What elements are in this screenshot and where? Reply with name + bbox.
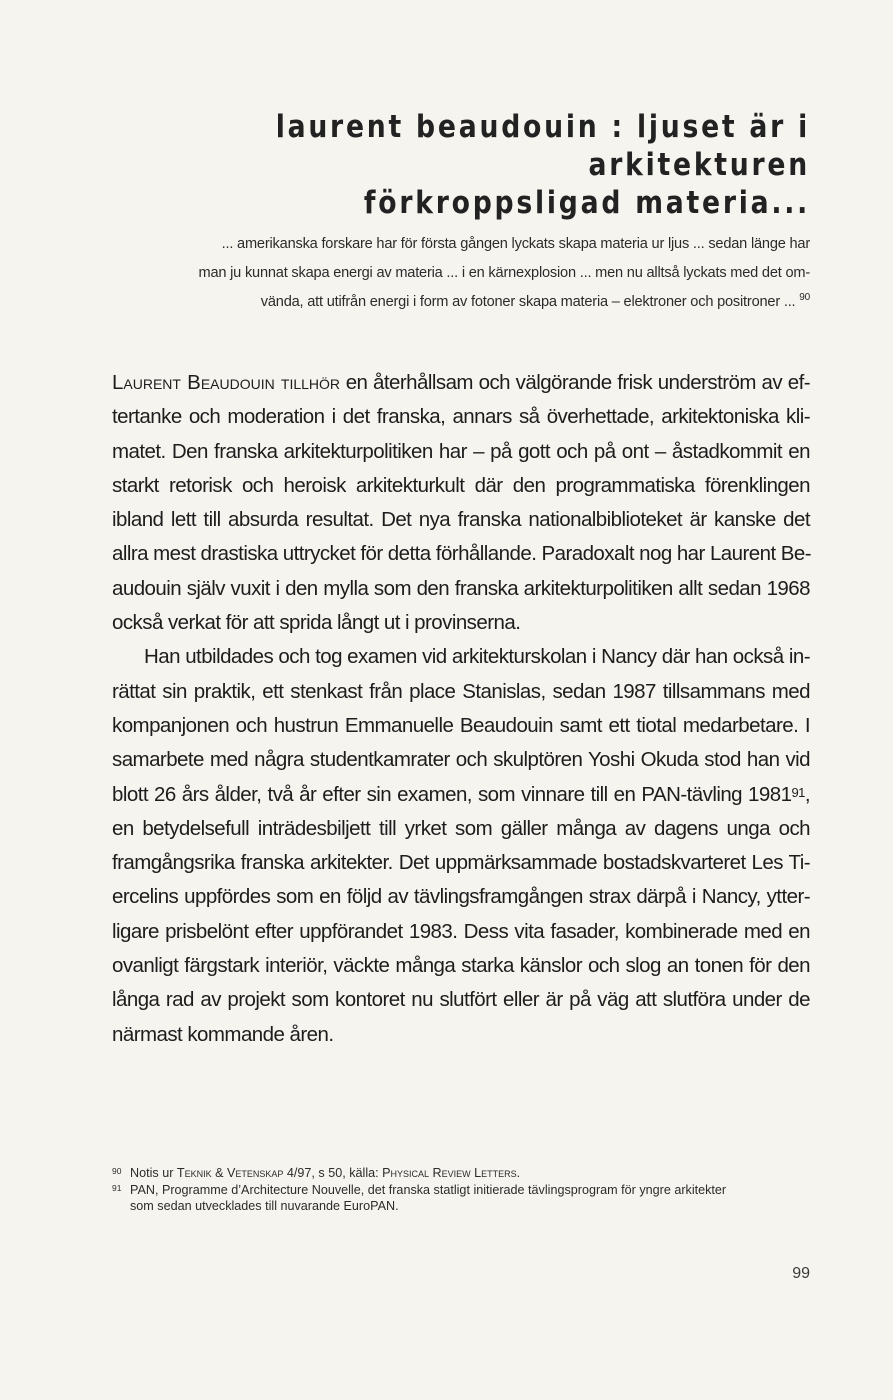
paragraph-line: starkt retorisk och heroisk arkitekturkult där den programmatiska förenklingen — [112, 473, 810, 497]
footnote-ref-90: 90 — [799, 292, 810, 303]
paragraph-line-text: blott 26 års ålder, två år efter sin examen, som vinnare till en PAN-tävling 1981 — [112, 782, 792, 806]
paragraph-2 — [112, 640, 810, 1052]
paragraph-line — [112, 778, 810, 812]
chapter-title — [199, 108, 810, 222]
epigraph-line: man ju kunnat skapa energi av materia ... i en kärnexplosion ... men nu alltså lyckats med det om- — [198, 265, 810, 281]
paragraph-1 — [112, 366, 810, 640]
paragraph-line: också verkat för att sprida långt ut i provinserna. — [112, 611, 521, 635]
footnote-ref-91: 91 — [791, 784, 805, 800]
paragraph-line-tail: , — [804, 782, 810, 806]
epigraph-line — [108, 288, 810, 317]
paragraph-line: matet. Den franska arkitekturpolitiken har – på gott och på ont – åstadkommit en — [112, 439, 810, 463]
body-text — [112, 366, 810, 1052]
chapter-title-line-1: laurent beaudouin : ljuset är i arkitekturen — [275, 109, 810, 183]
footnote-number: 90 — [112, 1166, 122, 1176]
paragraph-line: en betydelsefull inträdesbiljett till yrket som gäller många av dagens unga och — [112, 816, 810, 840]
footnote-text-line: PAN, Programme d’Architecture Nouvelle, det franska statligt initierade tävlingsprogram för yngre arkitekter — [130, 1183, 727, 1197]
footnote-text-line: som sedan utvecklades till nuvarande EuroPAN. — [130, 1199, 399, 1213]
lead-in-smallcaps: Laurent Beaudouin tillhör — [112, 371, 341, 394]
footnote-source-smallcaps: Physical Review Letters — [382, 1166, 517, 1180]
paragraph-line — [112, 366, 810, 400]
paragraph-line: audouin själv vuxit i den mylla som den franska arkitekturpolitiken allt sedan 1968 — [112, 576, 810, 600]
paragraph-line: tertanke och moderation i det franska, annars så överhettade, arkitektoniska kli- — [112, 405, 810, 429]
chapter-title-line-2: förkroppsligad materia... — [363, 185, 810, 221]
paragraph-line: långa rad av projekt som kontoret nu slutfört eller är på väg att slutföra under de — [112, 988, 810, 1012]
epigraph-line-text: vända, att utifrån energi i form av fotoner skapa materia – elektroner och positroner ... — [260, 294, 796, 310]
epigraph — [108, 230, 810, 317]
paragraph-line: kompanjonen och hustrun Emmanuelle Beaudouin samt ett tiotal medarbetare. I — [112, 713, 810, 737]
footnote-source-smallcaps: Teknik & Vetenskap — [176, 1166, 284, 1180]
paragraph-line: Han utbildades och tog examen vid arkitekturskolan i Nancy där han också in- — [144, 645, 810, 669]
footnote-text-part: Notis ur — [130, 1166, 177, 1180]
page-number: 99 — [792, 1265, 810, 1282]
paragraph-line-text: en återhållsam och välgörande frisk underström av ef- — [340, 371, 810, 394]
footnote-number: 91 — [112, 1183, 122, 1193]
paragraph-line: ligare prisbelönt efter uppförandet 1983. Dess vita fasader, kombinerade med en — [112, 919, 810, 943]
paragraph-line: ercelins uppfördes som en följd av tävlingsframgången strax därpå i Nancy, ytter- — [112, 885, 810, 909]
paragraph-line: framgångsrika franska arkitekter. Det uppmärksammade bostadskvarteret Les Ti- — [112, 851, 810, 875]
paragraph-line: närmast kommande åren. — [112, 1022, 334, 1046]
footnote-90 — [112, 1165, 810, 1181]
paragraph-line: ovanligt färgstark interiör, väckte många starka känslor och slog an tonen för den — [112, 954, 810, 978]
footnote-text — [130, 1165, 810, 1181]
paragraph-line: samarbete med några studentkamrater och skulptören Yoshi Okuda stod han vid — [112, 748, 810, 772]
footnote-text-part: . — [516, 1166, 521, 1180]
paragraph-line: ibland lett till absurda resultat. Det nya franska nationalbiblioteket är kanske det — [112, 508, 810, 532]
paragraph-line: rättat sin praktik, ett stenkast från place Stanislas, sedan 1987 tillsammans med — [112, 679, 810, 703]
footnote-text-part: 4/97, s 50, källa: — [283, 1166, 383, 1180]
paragraph-line: allra mest drastiska uttrycket för detta förhållande. Paradoxalt nog har Laurent Be- — [112, 542, 812, 566]
epigraph-line: ... amerikanska forskare har för första gången lyckats skapa materia ur ljus ... sedan länge har — [221, 236, 810, 252]
footnotes — [112, 1165, 810, 1215]
footnote-91 — [112, 1182, 810, 1214]
